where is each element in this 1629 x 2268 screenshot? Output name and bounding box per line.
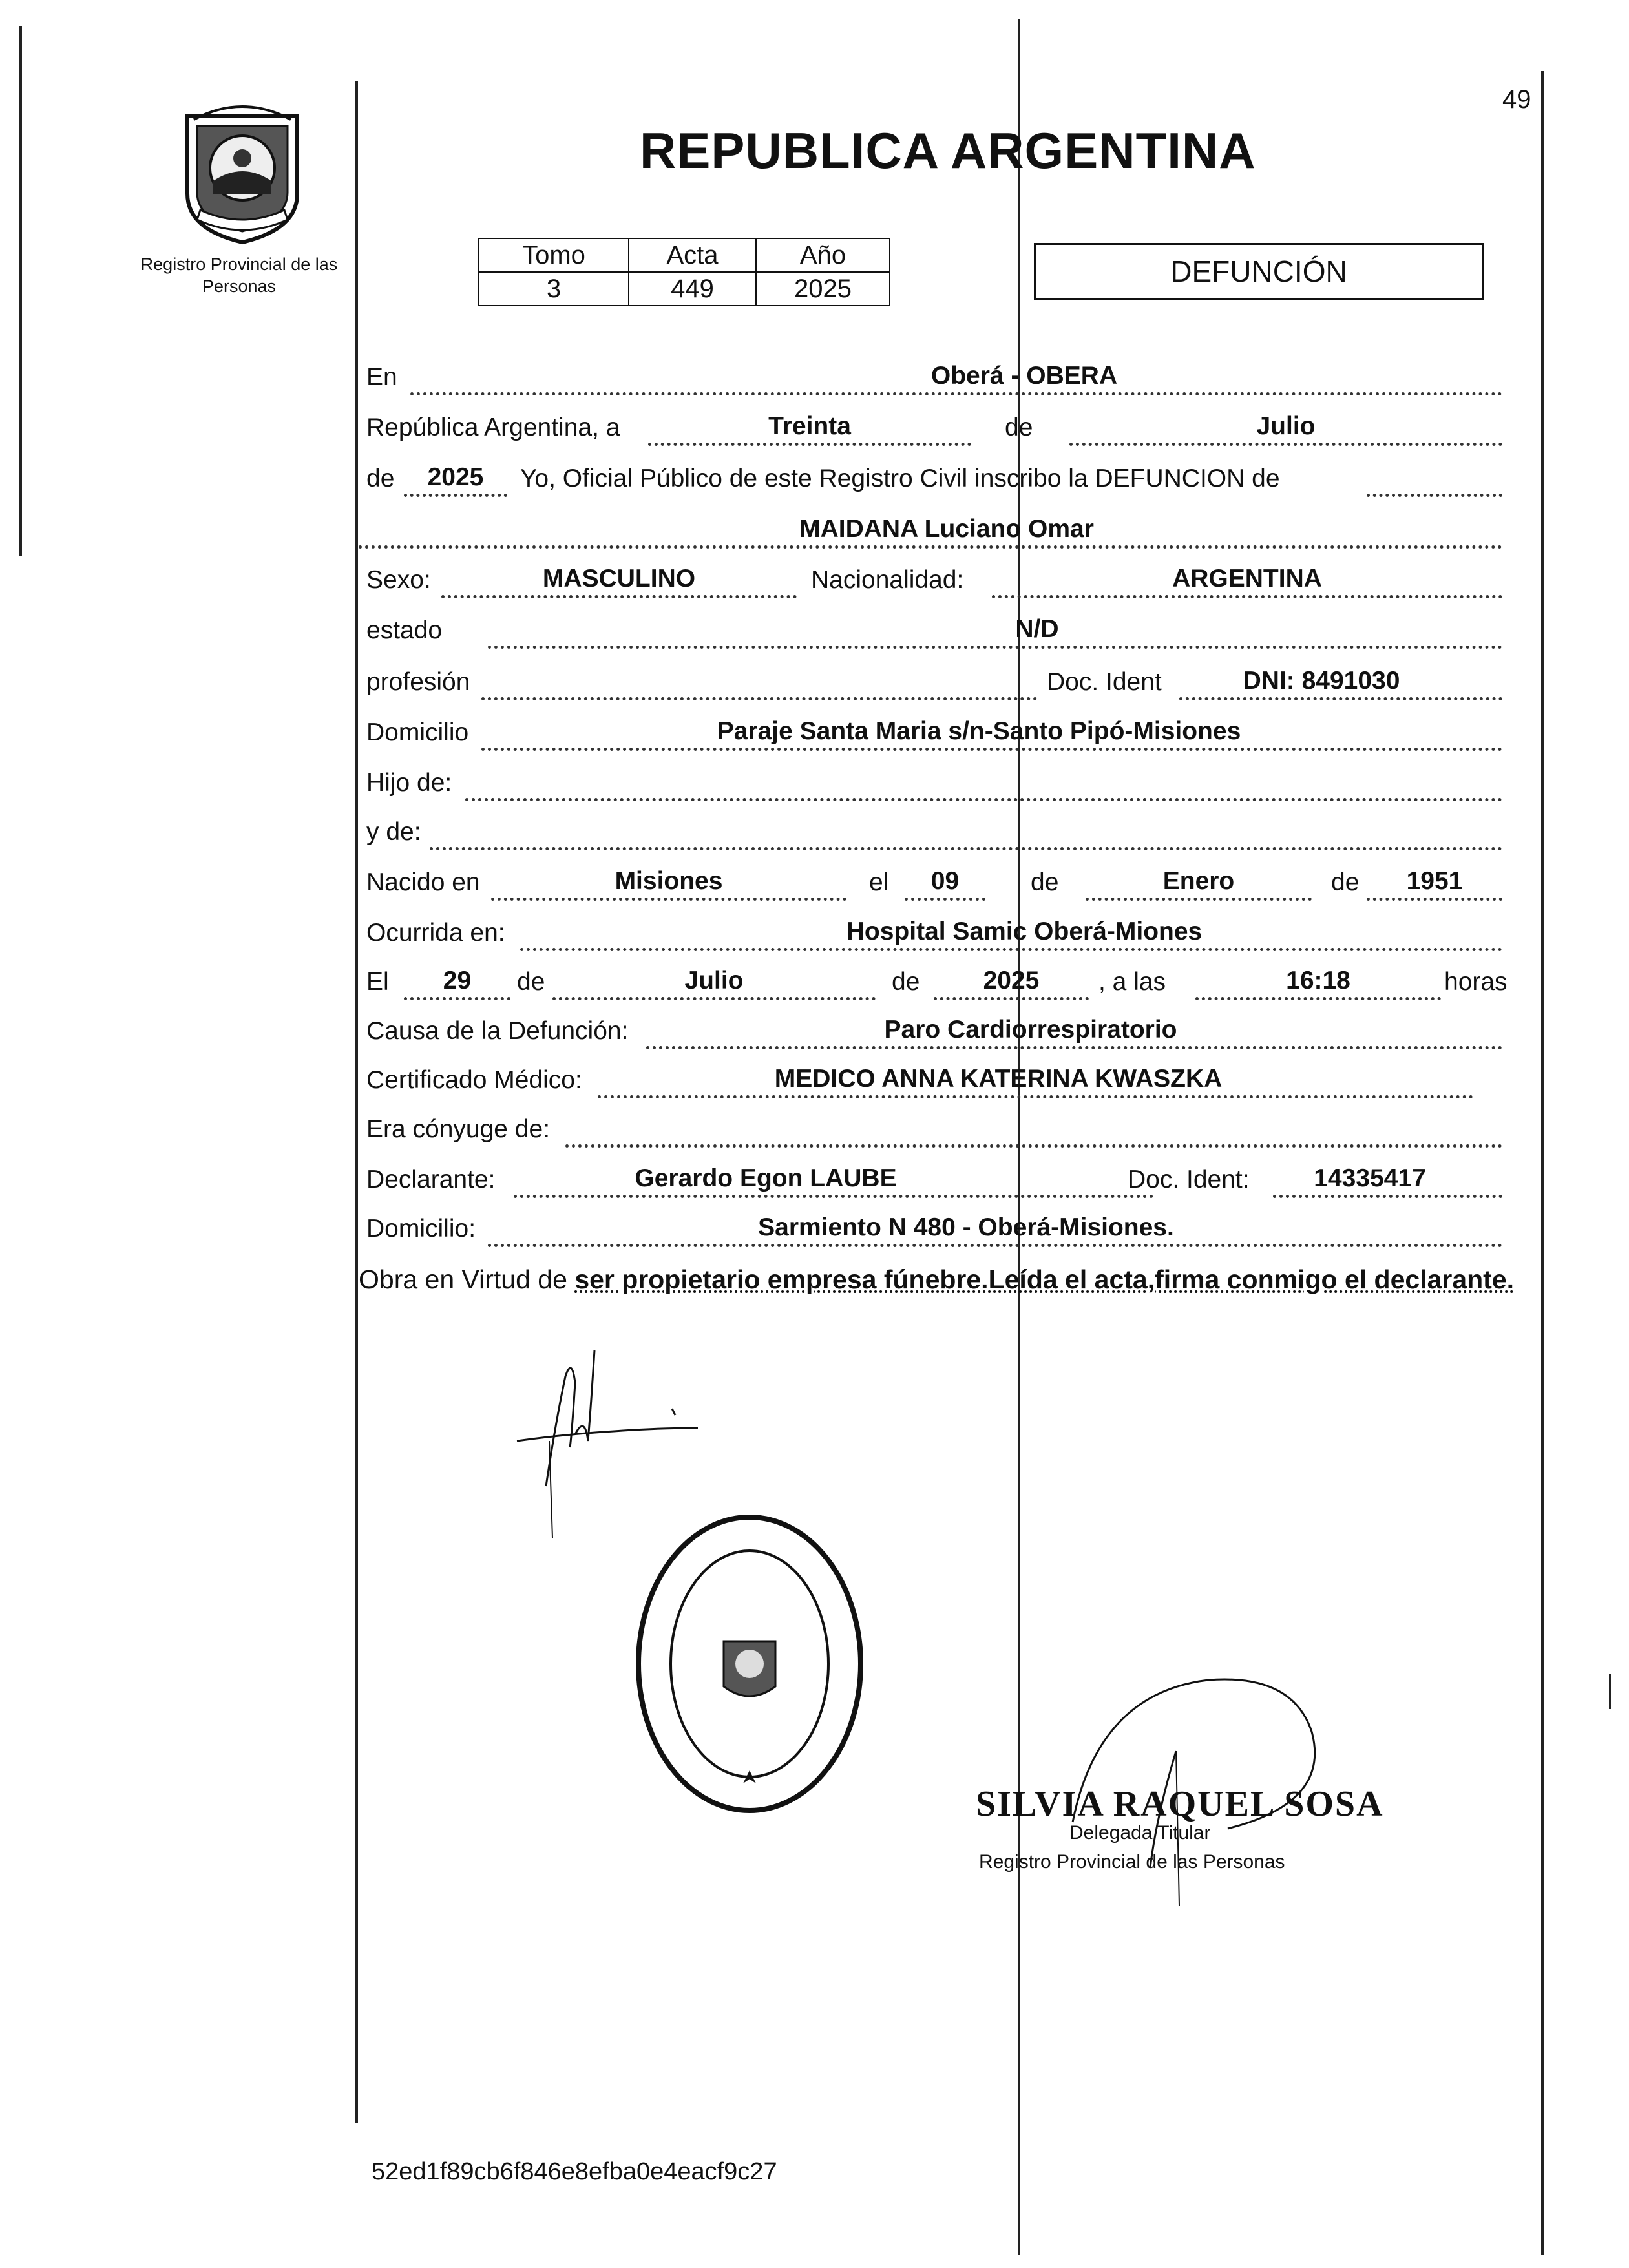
profesion-label: profesión (366, 668, 470, 696)
row-domicilio (359, 716, 1502, 756)
ocurrida-label: Ocurrida en: (366, 919, 505, 947)
page-number: 49 (1502, 85, 1531, 114)
de-nac-label-2: de (1331, 868, 1360, 896)
left-margin-line (19, 26, 22, 556)
death-time: 16:18 (1286, 967, 1350, 994)
doc-ident-value: DNI: 8491030 (1243, 667, 1400, 695)
row-certificado (359, 1064, 1502, 1104)
horas-label: horas (1444, 968, 1508, 996)
el-defuncion-label: El (366, 968, 389, 996)
republica-day: Treinta (768, 412, 851, 440)
nacido-month: Enero (1162, 867, 1235, 895)
declarante-domicilio-label: Domicilio: (366, 1215, 476, 1243)
declarante-doc-label: Doc. Ident: (1128, 1166, 1250, 1193)
de-label: de (1005, 414, 1033, 441)
de-def-label-2: de (892, 968, 920, 996)
form-left-border (355, 81, 358, 2123)
tomo-header: Tomo (479, 238, 629, 272)
document-hash: 52ed1f89cb6f846e8efba0e4eacf9c27 (372, 2158, 777, 2185)
estado-label: estado (366, 616, 443, 644)
anio-value: 2025 (756, 272, 890, 306)
declarante-doc-value: 14335417 (1314, 1164, 1426, 1192)
acta-value: 449 (629, 272, 756, 306)
row-hijo (359, 766, 1502, 806)
nacido-year: 1951 (1406, 867, 1463, 895)
registry-name: Registro Provincial de las Personas (140, 255, 338, 296)
row-ocurrida (359, 916, 1502, 956)
obra-paragraph (359, 1263, 1528, 1296)
domicilio-label: Domicilio (366, 719, 469, 746)
de-year-label: de (366, 465, 395, 492)
yo-text: Yo, Oficial Público de este Registro Civil inscribo la DEFUNCION de (520, 465, 1280, 492)
declarante-value: Gerardo Egon LAUBE (635, 1164, 897, 1192)
province-seal-logo (174, 97, 310, 246)
yde-label: y de: (366, 818, 421, 846)
official-registry: Registro Provincial de las Personas (979, 1851, 1285, 1873)
causa-label: Causa de la Defunción: (366, 1017, 629, 1045)
hijo-label: Hijo de: (366, 769, 452, 797)
row-sexo (359, 563, 1502, 604)
row-yde (359, 815, 1502, 856)
declarant-signature (510, 1344, 704, 1538)
doc-ident-label: Doc. Ident (1047, 668, 1162, 696)
a-las-label: , a las (1098, 968, 1166, 996)
row-declarante (359, 1163, 1502, 1203)
obra-value: ser propietario empresa fúnebre.Leída el acta,firma conmigo el declarante. (574, 1265, 1515, 1294)
row-causa (359, 1014, 1502, 1055)
nacido-place: Misiones (615, 867, 723, 895)
registry-stamp (633, 1512, 866, 1816)
sexo-value: MASCULINO (542, 565, 696, 593)
page-title: REPUBLICA ARGENTINA (640, 122, 1256, 179)
row-republica (359, 411, 1502, 451)
nacionalidad-label: Nacionalidad: (811, 566, 964, 594)
record-number-table (478, 238, 890, 306)
causa-value: Paro Cardiorrespiratorio (884, 1016, 1177, 1044)
tomo-value: 3 (479, 272, 629, 306)
nacido-day: 09 (930, 867, 960, 895)
right-edge-mark (1609, 1674, 1611, 1709)
nacionalidad-value: ARGENTINA (1172, 565, 1322, 593)
acta-header: Acta (629, 238, 756, 272)
row-conyuge (359, 1113, 1502, 1153)
right-margin-line (1541, 71, 1544, 2255)
ocurrida-value: Hospital Samic Oberá-Miones (846, 918, 1203, 945)
de-nac-label: de (1031, 868, 1059, 896)
year-value: 2025 (427, 463, 484, 491)
official-role: Delegada Titular (1069, 1822, 1211, 1843)
row-fecha-defuncion (359, 965, 1508, 1005)
certificado-value: MEDICO ANNA KATERINA KWASZKA (774, 1065, 1223, 1093)
sexo-label: Sexo: (366, 566, 431, 594)
row-deceased-name (359, 514, 1502, 554)
row-nacido (359, 866, 1502, 906)
anio-header: Año (756, 238, 890, 272)
republica-month: Julio (1256, 412, 1316, 440)
deceased-name: MAIDANA Luciano Omar (799, 515, 1094, 543)
de-def-label: de (517, 968, 545, 996)
certificado-label: Certificado Médico: (366, 1066, 582, 1094)
row-declarante-domicilio (359, 1212, 1502, 1252)
estado-value: N/D (1015, 615, 1059, 643)
domicilio-value: Paraje Santa Maria s/n-Santo Pipó-Misiones (717, 717, 1241, 745)
record-type-label: DEFUNCIÓN (1170, 255, 1347, 288)
row-year (359, 462, 1502, 502)
official-name: SILVIA RAQUEL SOSA (976, 1784, 1384, 1824)
nacido-label: Nacido en (366, 868, 480, 896)
republica-label: República Argentina, a (366, 414, 620, 441)
conyuge-label: Era cónyuge de: (366, 1115, 551, 1143)
death-year: 2025 (983, 967, 1040, 994)
row-en (359, 361, 1502, 401)
death-day: 29 (443, 967, 472, 994)
en-value: Oberá - OBERA (930, 362, 1118, 390)
row-estado (359, 614, 1502, 654)
record-type-box (1034, 243, 1484, 300)
en-label: En (366, 363, 397, 391)
declarante-domicilio-value: Sarmiento N 480 - Oberá-Misiones. (758, 1213, 1174, 1241)
obra-label: Obra en Virtud de (359, 1265, 567, 1294)
el-label: el (869, 868, 889, 896)
death-month: Julio (684, 967, 744, 994)
row-profesion (359, 666, 1502, 706)
declarante-label: Declarante: (366, 1166, 496, 1193)
